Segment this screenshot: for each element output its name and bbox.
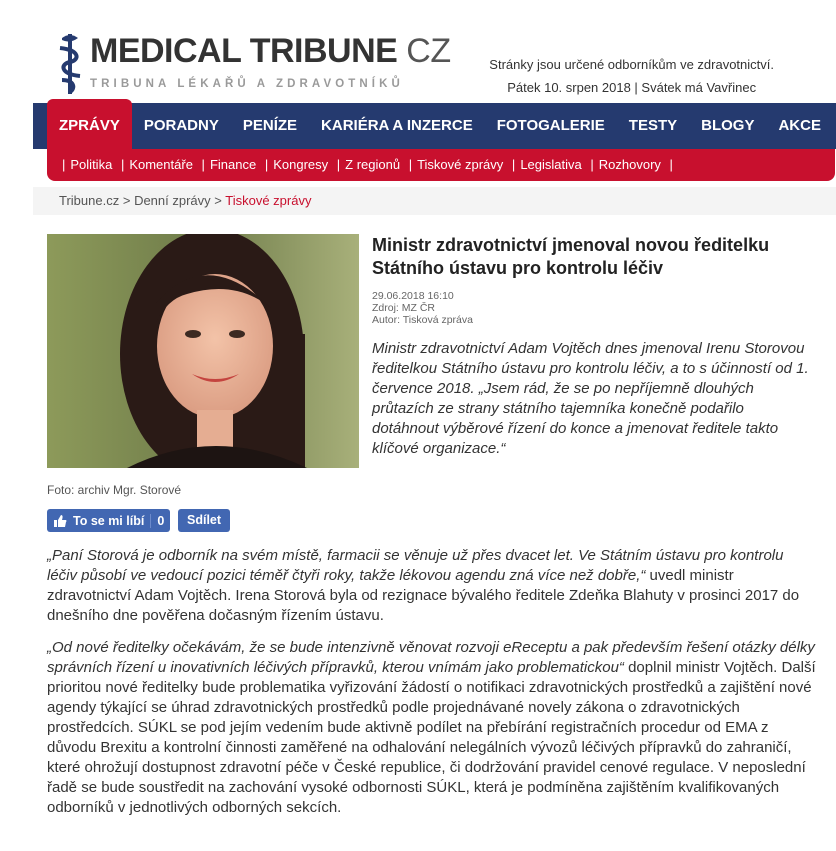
audience-notice: Stránky jsou určené odborníkům ve zdravotnictví. (489, 57, 774, 72)
facebook-share-button[interactable]: Sdílet (178, 509, 230, 532)
paragraph-1-text: uvedl ministr zdravotnictví Adam Vojtěch. Irena Storová byla od rezignace bývalého ředitele Zdeňka Blahuty v prosinci 2017 do dnešního dne pověřena dočasným řízením ústavu. (47, 567, 800, 624)
brand-country: CZ (406, 32, 451, 70)
main-nav (33, 103, 836, 149)
brand-main: MEDICAL TRIBUNE (90, 32, 398, 70)
subnav-item-z-regionu[interactable]: Z regionů (345, 157, 401, 172)
nav-item-zpravy[interactable]: ZPRÁVY (47, 99, 132, 149)
nav-item-kariera[interactable]: KARIÉRA A INZERCE (321, 117, 473, 134)
nav-item-akce[interactable]: AKCE (778, 117, 821, 134)
breadcrumb-current[interactable]: Tiskové zprávy (225, 193, 312, 208)
site-logo[interactable] (52, 30, 451, 100)
date-nameday: Pátek 10. srpen 2018 | Svátek má Vavřinec (507, 80, 757, 95)
caduceus-icon (52, 30, 88, 96)
breadcrumb-home[interactable]: Tribune.cz (59, 193, 120, 208)
article-paragraph-1 (47, 546, 817, 626)
header-info (489, 53, 774, 99)
nav-item-poradny[interactable]: PORADNY (143, 117, 219, 134)
photo-caption: Foto: archiv Mgr. Storové (47, 483, 182, 497)
subnav-item-rozhovory[interactable]: Rozhovory (598, 157, 661, 172)
portrait-image (47, 234, 359, 468)
subnav-item-kongresy[interactable]: Kongresy (273, 157, 329, 172)
sub-nav: | Politika | Komentáře | Finance | Kongresy | Z regionů | Tiskové zprávy | Legislativa | Rozhovory | (47, 149, 835, 181)
article-photo (47, 234, 359, 468)
article-title: Ministr zdravotnictví jmenoval novou ředitelku Státního ústavu pro kontrolu léčiv (372, 235, 770, 278)
brand-tagline: TRIBUNA LÉKAŘŮ A ZDRAVOTNÍKŮ (90, 78, 404, 90)
quote-2: „Od nové ředitelky očekávám, že se bude intenzivně věnovat rozvoji eReceptu a pak především řešení otázky délky správních řízení u inovativních léčivých přípravků, kterou vnímám jako problematickou“ (47, 639, 815, 676)
article-author: Autor: Tisková zpráva (372, 314, 473, 326)
brand-name (90, 32, 451, 71)
article-meta (372, 290, 473, 326)
article-lead: Ministr zdravotnictví Adam Vojtěch dnes jmenoval Irenu Storovou ředitelkou Státního ústavu pro kontrolu léčiv, a to s účinností od 1. července 2018. „Jsem rád, že se po nepříjemně dlouhých průtazích ze strany státního tajemníka konečně podařilo dotáhnout výběrové řízení do konce a jmenovat ředitele takto klíčové organizace.“ (372, 340, 809, 457)
subnav-item-legislativa[interactable]: Legislativa (520, 157, 582, 172)
nav-item-testy[interactable]: TESTY (628, 117, 678, 134)
nav-item-fotogalerie[interactable]: FOTOGALERIE (496, 117, 605, 134)
article-paragraph-2 (47, 638, 817, 818)
subnav-item-finance[interactable]: Finance (209, 157, 257, 172)
like-count: 0 (150, 514, 164, 528)
article-date: 29.06.2018 16:10 (372, 290, 454, 302)
thumbs-up-icon (53, 514, 67, 528)
quote-1: „Paní Storová je odborník na svém místě, farmacii se věnuje už přes dvacet let. Ve Státním ústavu pro kontrolu léčiv působí ve vedoucí pozici téměř čtyři roky, takže lékovou agendu zná více než dobře,“ (47, 547, 784, 584)
subnav-item-komentare[interactable]: Komentáře (129, 157, 193, 172)
facebook-like-button[interactable] (47, 509, 170, 532)
article-source: Zdroj: MZ ČR (372, 302, 435, 314)
nav-item-penize[interactable]: PENÍZE (242, 117, 298, 134)
paragraph-2-text: doplnil ministr Vojtěch. Další prioritou nové ředitelky bude problematika vyřizování žádostí o notifikaci zdravotnických prostředků a zajištění nové agendy týkající se úhrad zdravotnických prostředků podle projednávané novely zákona o zdravotnických prostředcích. SÚKL se pod jejím vedením bude aktivně podílet na přebírání registračních procedur od EMA z důvodu Brexitu a kontrolní činnosti zaměřené na odhalování nelegálních vývozů léčivých přípravků do zahraničí, které ohrožují dostupnost zdravotní péče v České republice, či dodržování pravidel cenové regulace. V neposlední řadě se bude soustředit na zachování vysoké odbornosti SÚKL, která je podmíněna zajištěním kvalifikovaných odborníků v jednotlivých odborných sekcích. (47, 659, 816, 816)
nav-item-blogy[interactable]: BLOGY (701, 117, 755, 134)
breadcrumb-denni-zpravy[interactable]: Denní zprávy (134, 193, 211, 208)
subnav-item-politika[interactable]: Politika (70, 157, 113, 172)
subnav-item-tiskove-zpravy[interactable]: Tiskové zprávy (417, 157, 504, 172)
breadcrumb: Tribune.cz > Denní zprávy > Tiskové zprávy (33, 187, 836, 215)
like-label: To se mi líbí (73, 513, 145, 528)
